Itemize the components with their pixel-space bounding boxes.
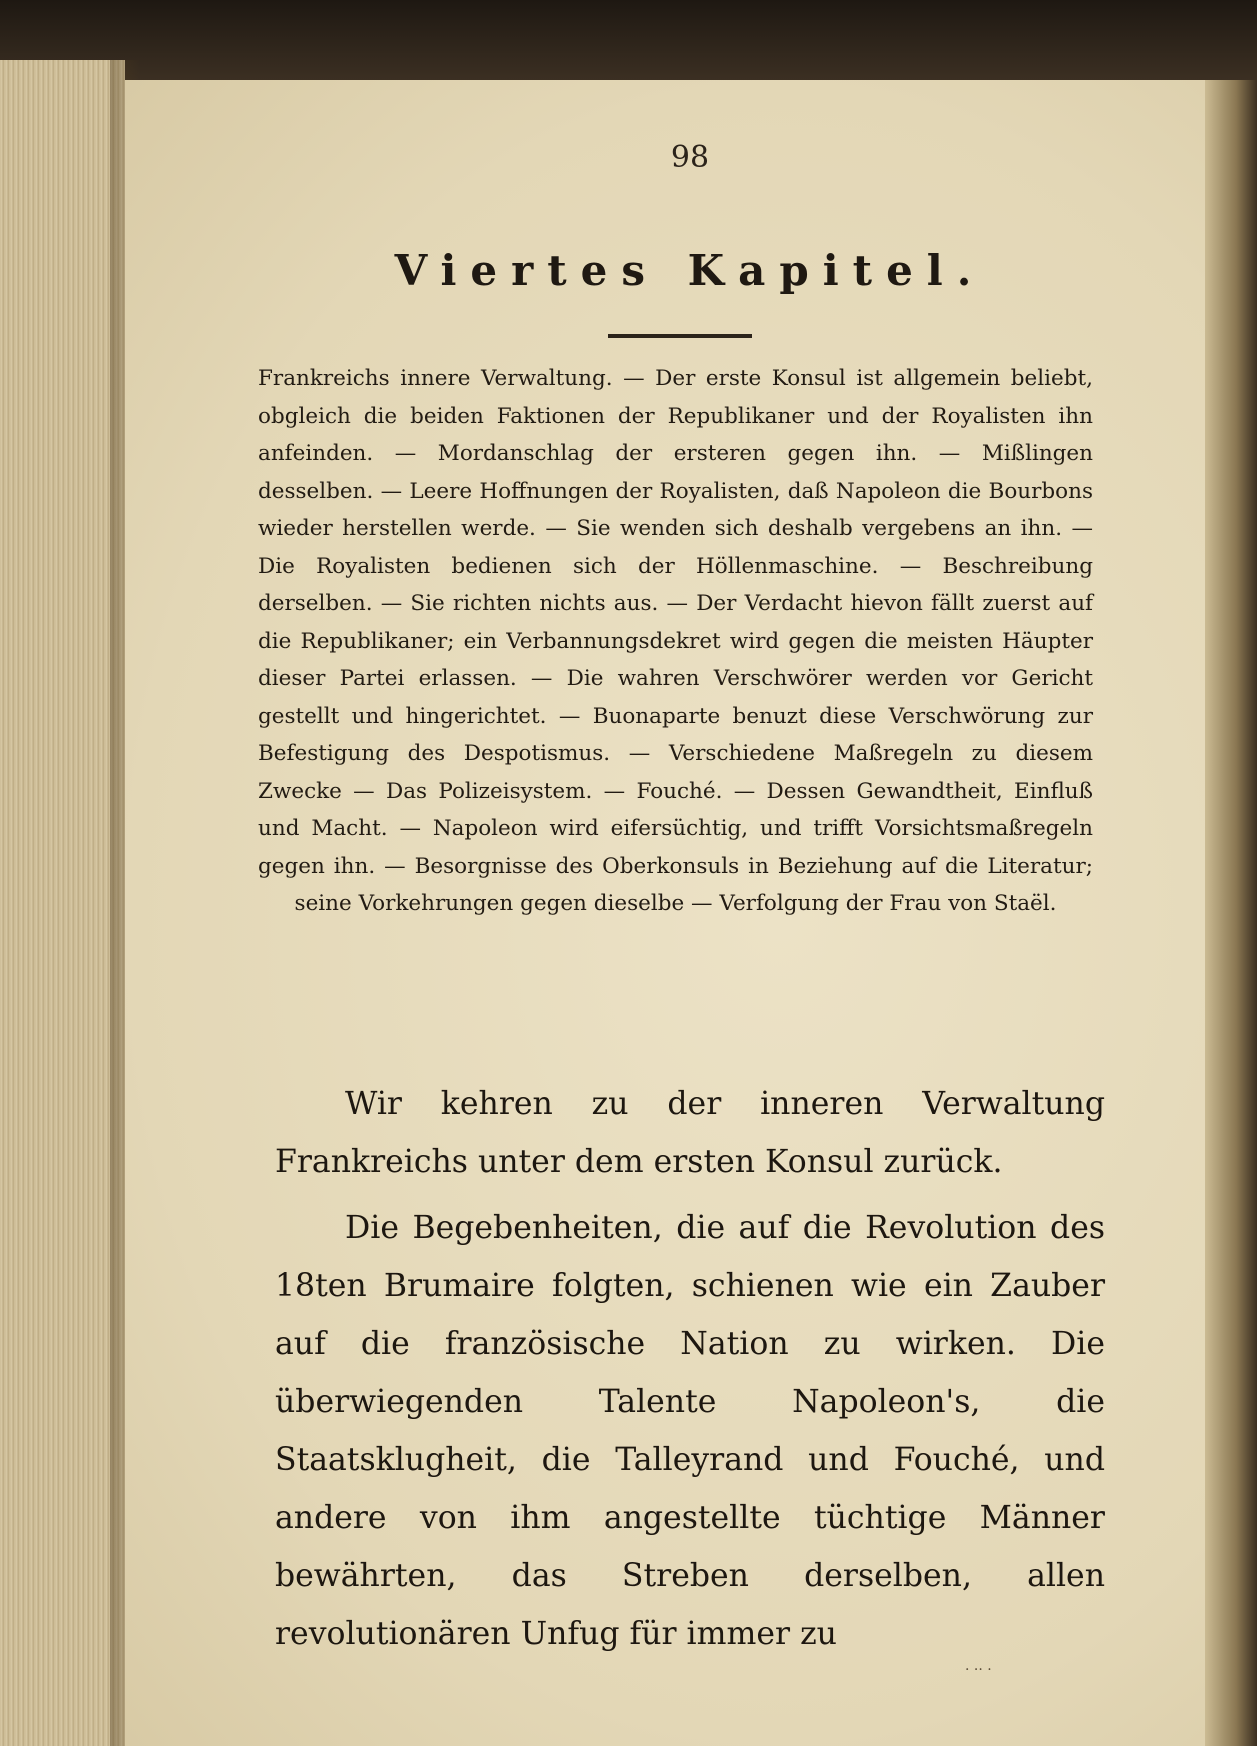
book-cover-edge <box>0 0 1257 80</box>
page-number: 98 <box>670 140 710 175</box>
print-marks: · ·· · <box>965 1662 992 1678</box>
page-right-edge <box>1205 80 1257 1746</box>
title-divider-rule <box>608 334 752 338</box>
paragraph-2: Die Begebenheiten, die auf die Revolution des 18ten Brumaire folgten, schienen wie ein Zauber auf die französische Nation zu wirken. Die überwiegenden Talente Napoleon's, die Staatsklugheit, die Talleyrand und Fouché, und andere von ihm angestellte tüchtige Männer bewährten, das Streben derselben, allen revolutionären Unfug für immer zu <box>275 1210 1105 1652</box>
chapter-title: Viertes Kapitel. <box>394 246 986 295</box>
body-text <box>275 1075 1105 1663</box>
chapter-summary: Frankreichs innere Verwaltung. — Der erste Konsul ist allgemein beliebt, obgleich die beiden Faktionen der Republikaner und der Royalisten ihn anfeinden. — Mordanschlag der ersteren gegen ihn. — Mißlingen desselben. — Leere Hoffnungen der Royalisten, daß Napoleon die Bourbons wieder herstellen werde. — Sie wenden sich deshalb vergebens an ihn. — Die Royalisten bedienen sich der Höllenmaschine. — Beschreibung derselben. — Sie richten nichts aus. — Der Verdacht hievon fällt zuerst auf die Republikaner; ein Verbannungsdekret wird gegen die meisten Häupter dieser Partei erlassen. — Die wahren Verschwörer werden vor Gericht gestellt und hingerichtet. — Buonaparte benuzt diese Verschwörung zur Befestigung des Despotismus. — Verschiedene Maßregeln zu diesem Zwecke — Das Polizeisystem. — Fouché. — Dessen Gewandtheit, Einfluß und Macht. — Napoleon wird eifersüchtig, und trifft Vorsichtsmaßregeln gegen ihn. — Besorgnisse des Oberkonsuls in Beziehung auf die Literatur; seine Vorkehrungen gegen dieselbe — Verfolgung der Frau von Staël. <box>258 366 1093 916</box>
paragraph-1: Wir kehren zu der inneren Verwaltung Frankreichs unter dem ersten Konsul zurück. <box>275 1086 1105 1180</box>
page-block-edges <box>0 60 125 1746</box>
